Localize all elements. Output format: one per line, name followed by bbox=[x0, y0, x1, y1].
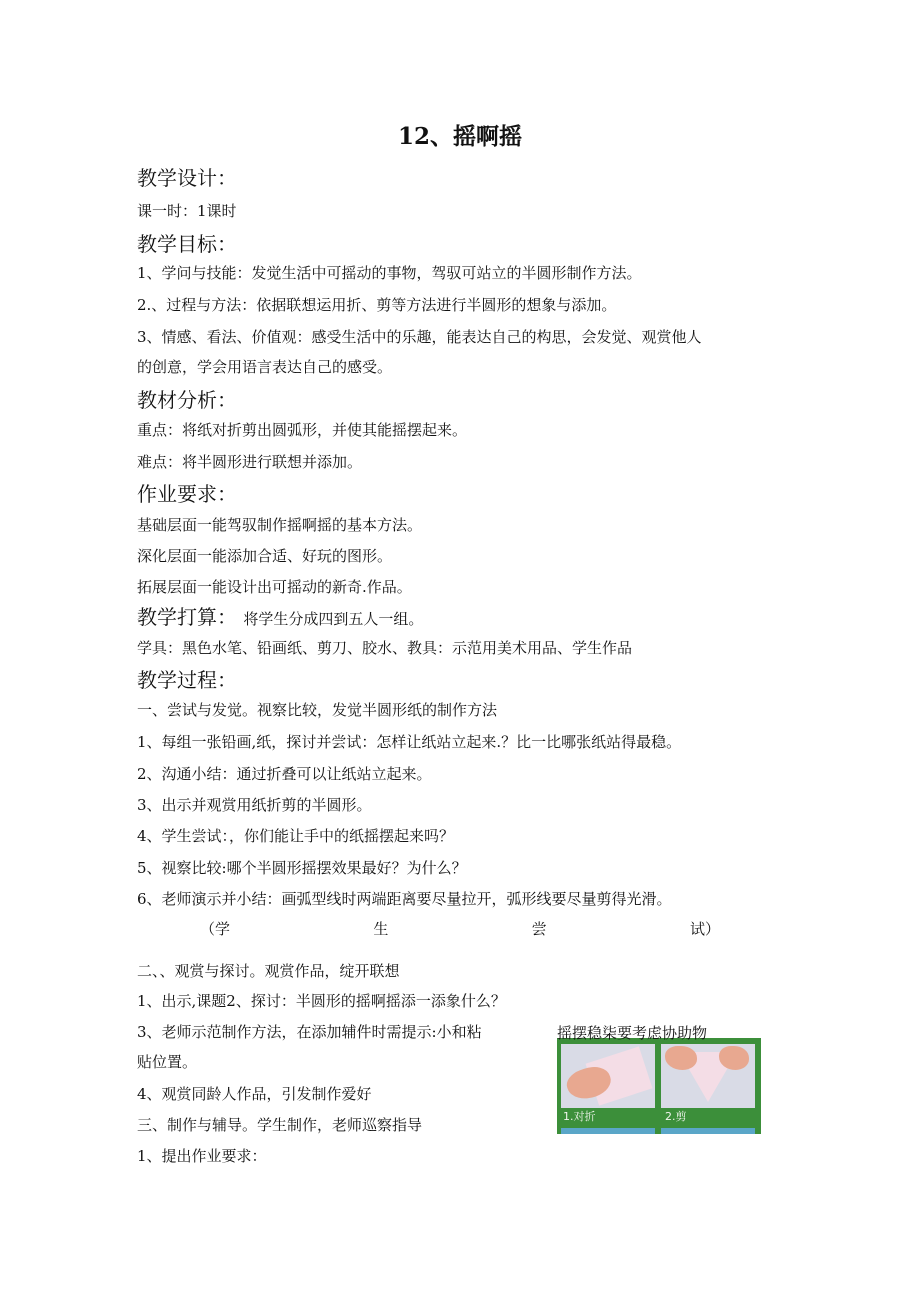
step-1-4: 4、学生尝试：，你们能让手中的纸摇摆起来吗？ bbox=[137, 827, 455, 845]
step-3-title: 三、制作与辅导。学生制作，老师巡察指导 bbox=[137, 1116, 423, 1134]
goal-1: 1、学问与技能：发觉生活中可摇动的事物，驾驭可站立的半圆形制作方法。 bbox=[137, 264, 642, 282]
step-1-3: 3、出示并观赏用纸折剪的半圆形。 bbox=[137, 796, 372, 814]
step-1-6: 6、老师演示并小结：画弧型线时两端距离要尽量拉开，弧形线要尽量剪得光滑。 bbox=[137, 890, 672, 908]
spread-char-2: 生 bbox=[373, 920, 389, 938]
hand-shape bbox=[665, 1046, 697, 1070]
heading-analysis: 教材分析： bbox=[137, 388, 237, 412]
step-2-title: 二、、观赏与探讨。观赏作品，绽开联想 bbox=[137, 962, 400, 980]
homework-2: 深化层面一能添加合适、好玩的图形。 bbox=[137, 547, 393, 565]
step-2-1: 1、出示,课题2、探讨：半圆形的摇啊摇添一添象什么？ bbox=[137, 992, 506, 1010]
difficult-point: 难点：将半圆形进行联想并添加。 bbox=[137, 453, 363, 471]
panel-strip bbox=[561, 1128, 655, 1134]
plan-note: 将学生分成四到五人一组。 bbox=[243, 610, 424, 628]
step-1-5: 5、视察比较:哪个半圆形摇摆效果最好？为什么？ bbox=[137, 859, 467, 877]
step-2-3b: 贴位置。 bbox=[137, 1053, 198, 1071]
key-point: 重点：将纸对折剪出圆弧形，并使其能摇摆起来。 bbox=[137, 421, 468, 439]
goal-3a: 3、情感、看法、价值观：感受生活中的乐趣，能表达自己的构思，会发觉、观赏他人 bbox=[137, 328, 702, 346]
heading-process: 教学过程： bbox=[137, 668, 237, 692]
step-1-1: 1、每组一张铅画,纸，探讨并尝试：怎样让纸站立起来.？比一比哪张纸站得最稳。 bbox=[137, 733, 682, 751]
goal-2: 2.、过程与方法：依据联想运用折、剪等方法进行半圆形的想象与添加。 bbox=[137, 296, 617, 314]
step-1-2: 2、沟通小结：通过折叠可以让纸站立起来。 bbox=[137, 765, 432, 783]
goal-3b: 的创意，学会用语言表达自己的感受。 bbox=[137, 358, 393, 376]
homework-3: 拓展层面一能设计出可摇动的新奇.作品。 bbox=[137, 578, 412, 596]
heading-goals: 教学目标： bbox=[137, 232, 237, 256]
heading-design: 教学设计： bbox=[137, 166, 237, 190]
spread-char-1: （学 bbox=[200, 920, 231, 938]
fold-label: 1.对折 bbox=[563, 1110, 596, 1123]
heading-plan bbox=[137, 601, 423, 630]
student-try-note bbox=[200, 918, 720, 939]
demo-panel-fold bbox=[561, 1044, 655, 1108]
document-title: 12、摇啊摇 bbox=[397, 123, 522, 150]
plan-heading-label: 教学打算： bbox=[137, 605, 237, 629]
heading-homework: 作业要求： bbox=[137, 482, 237, 506]
panel-strip bbox=[661, 1128, 755, 1134]
step-3-1: 1、提出作业要求： bbox=[137, 1147, 267, 1165]
class-hours: 课一时：1课时 bbox=[137, 202, 237, 220]
step-2-4: 4、观赏同龄人作品，引发制作爱好 bbox=[137, 1085, 372, 1103]
demo-image bbox=[557, 1038, 761, 1134]
hand-shape bbox=[719, 1046, 749, 1070]
spread-char-3: 尝 bbox=[531, 920, 547, 938]
homework-1: 基础层面一能驾驭制作摇啊摇的基本方法。 bbox=[137, 516, 423, 534]
step-1-title: 一、尝试与发觉。视察比较，发觉半圆形纸的制作方法 bbox=[137, 701, 498, 719]
step-2-3a: 3、老师示范制作方法，在添加辅件时需提示:小和粘 bbox=[137, 1023, 482, 1041]
image-caption: 摇摆稳柒要考虑协助物 bbox=[557, 1024, 708, 1042]
spread-char-4: 试） bbox=[689, 920, 720, 938]
cut-label: 2.剪 bbox=[665, 1110, 687, 1123]
tools-line: 学具：黑色水笔、铅画纸、剪刀、胶水、教具：示范用美术用品、学生作品 bbox=[137, 639, 633, 657]
demo-panel-cut bbox=[661, 1044, 755, 1108]
